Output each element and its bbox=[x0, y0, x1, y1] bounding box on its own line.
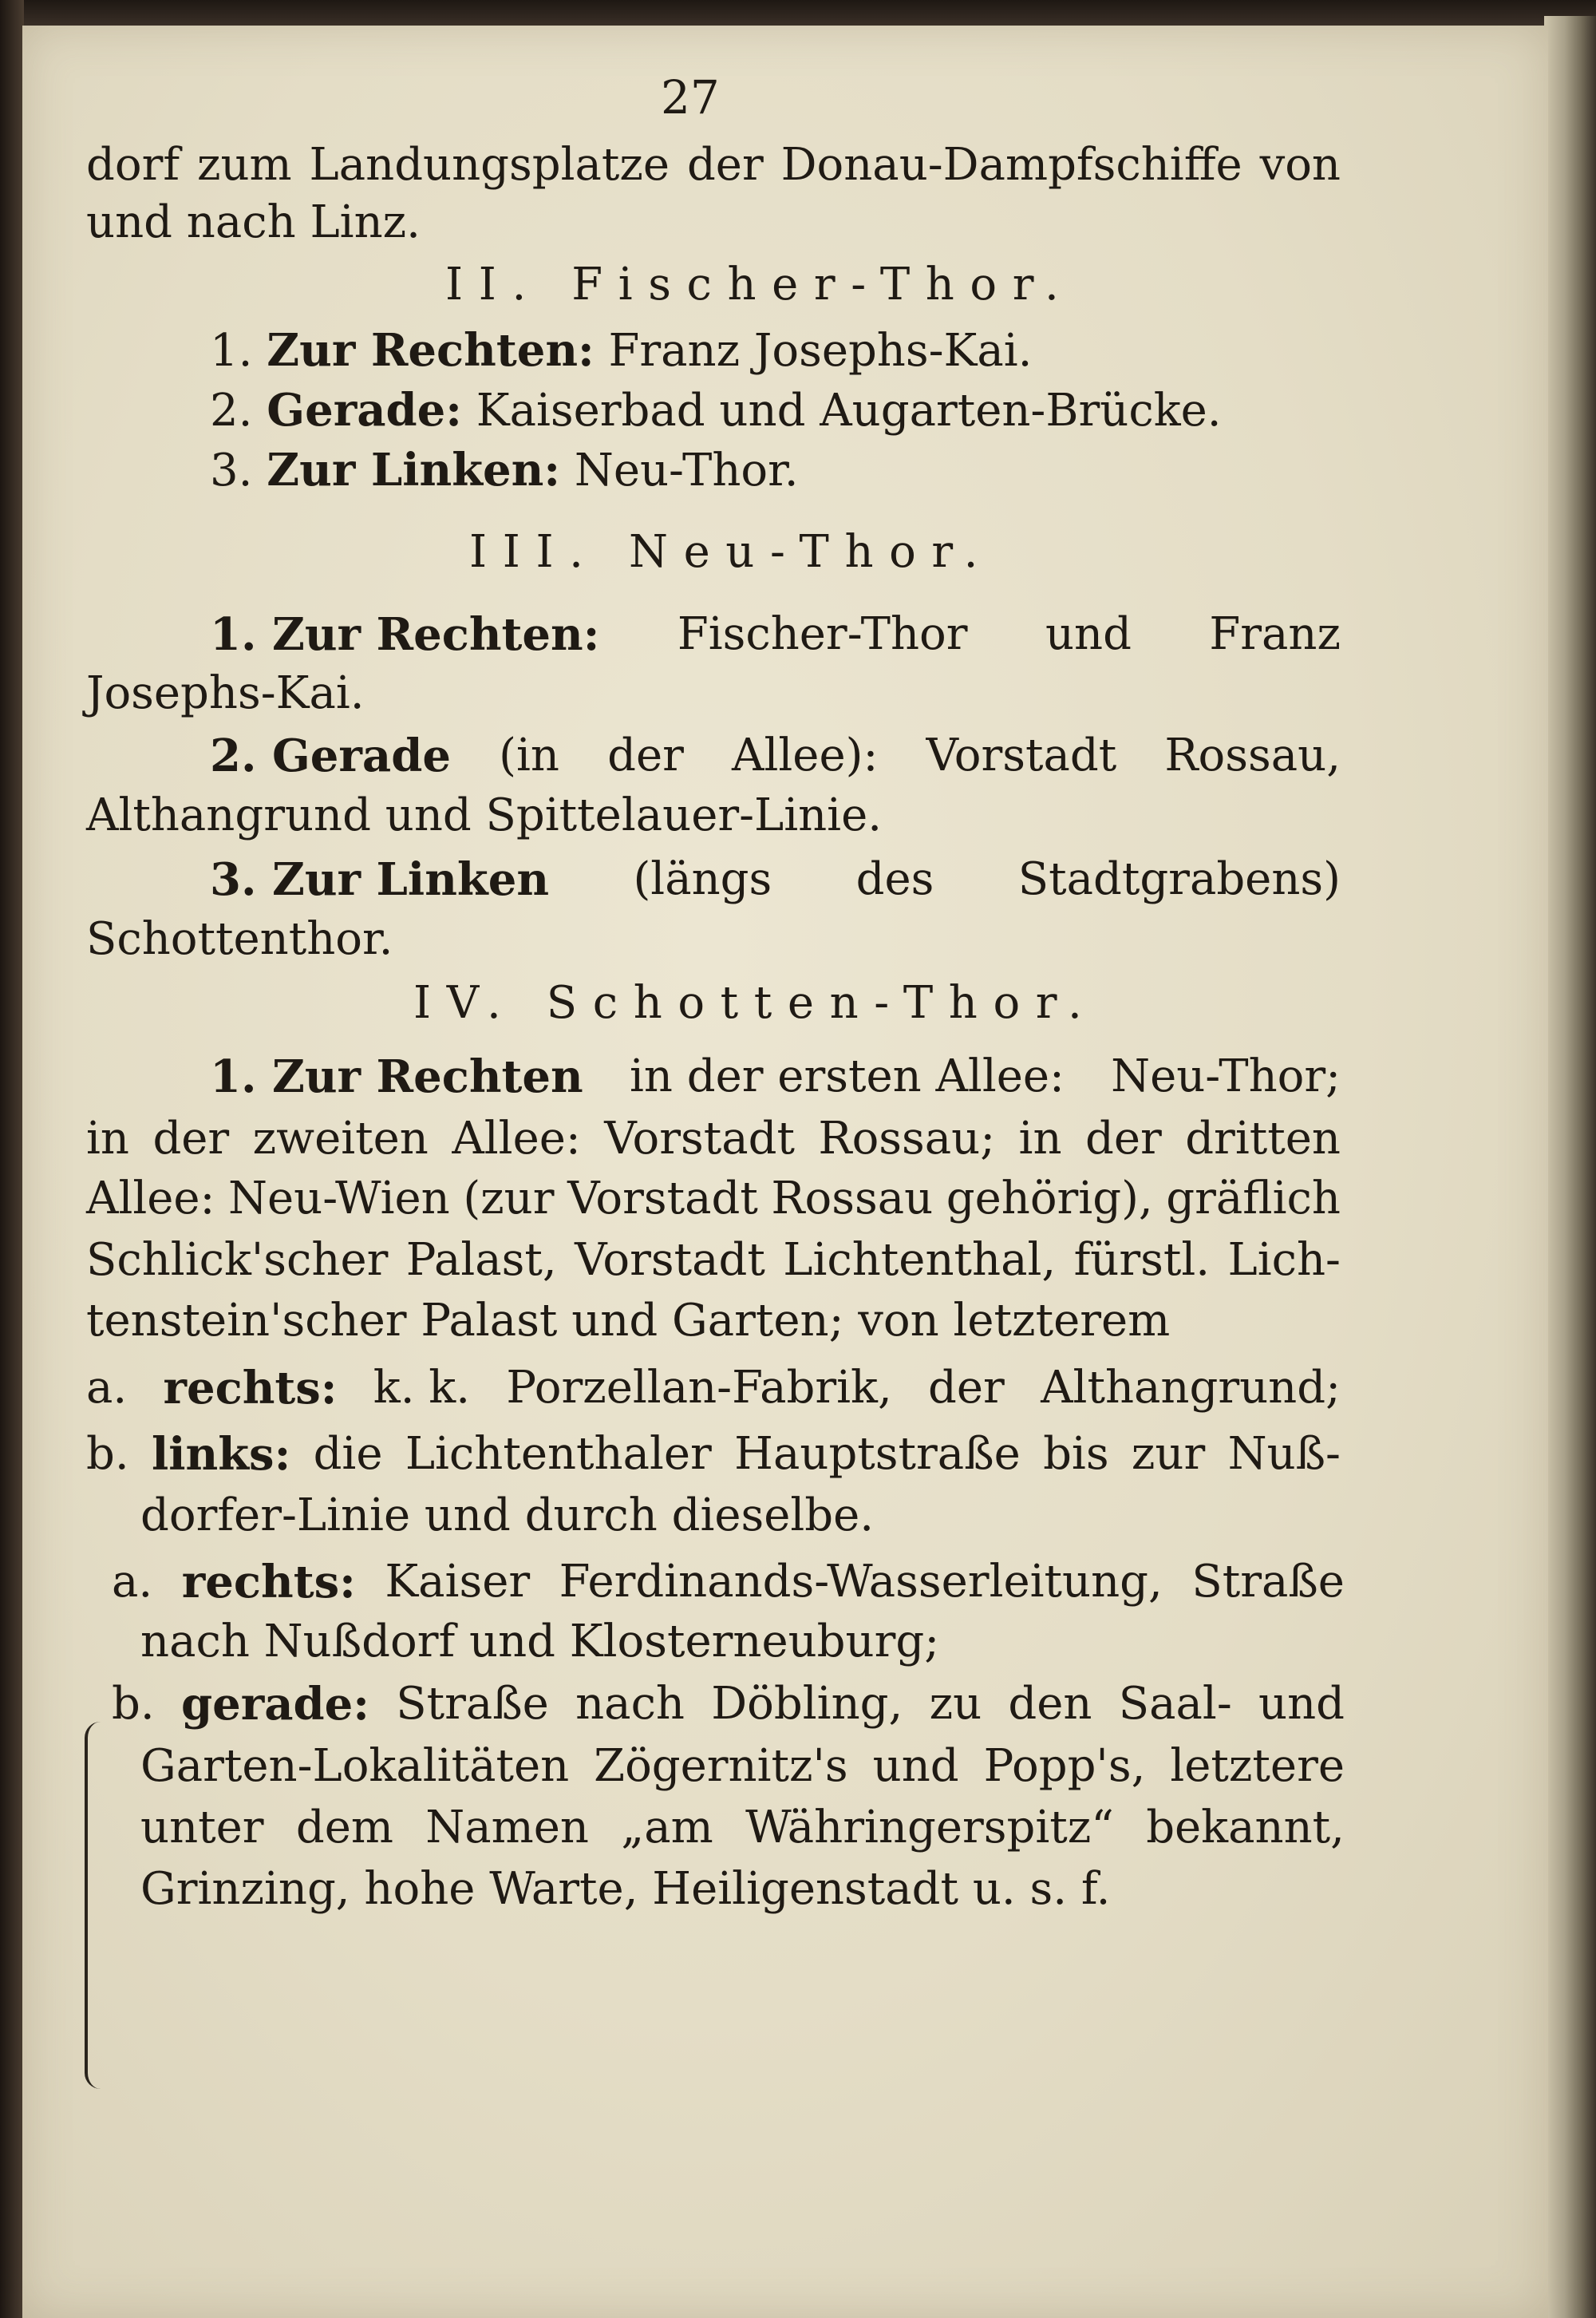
text-line: b. gerade: Straße nach Döbling, zu den Saal- und bbox=[112, 1678, 1345, 1731]
text-line: a. rechts: k. k. Porzellan-Fabrik, der Althangrund; bbox=[86, 1362, 1341, 1414]
text-line: und nach Linz. bbox=[86, 196, 421, 248]
text-line: Grinzing, hohe Warte, Heiligenstadt u. s. f. bbox=[140, 1863, 1111, 1915]
text-line: Schlick'scher Palast, Vorstadt Lichtenthal, fürstl. Lich- bbox=[86, 1234, 1341, 1286]
text-line: b. links: die Lichtenthaler Hauptstraße bis zur Nuß- bbox=[86, 1428, 1341, 1481]
text-line: a. rechts: Kaiser Ferdinands-Wasserleitung, Straße bbox=[112, 1556, 1345, 1608]
book-page bbox=[22, 26, 1548, 2318]
text-line: in der zweiten Allee: Vorstadt Rossau; in der dritten bbox=[86, 1113, 1341, 1165]
text-line: Althangrund und Spittelauer-Linie. bbox=[86, 789, 883, 841]
bracket-mark bbox=[85, 1722, 112, 2089]
section-heading: IV. Schotten-Thor. bbox=[413, 977, 1098, 1029]
text-line: 3. Zur Linken: Neu-Thor. bbox=[210, 444, 799, 496]
text-line: 1. Zur Rechten: Franz Josephs-Kai. bbox=[210, 324, 1033, 377]
page-number: 27 bbox=[661, 70, 720, 125]
text-line: unter dem Namen „am Währingerspitz“ bekannt, bbox=[140, 1802, 1345, 1853]
text-line: 2. Gerade: Kaiserbad und Augarten-Brücke. bbox=[210, 384, 1222, 437]
section-heading: II. Fischer-Thor. bbox=[445, 259, 1075, 311]
text-line: dorfer-Linie und durch dieselbe. bbox=[140, 1489, 875, 1541]
text-line: Schottenthor. bbox=[86, 913, 393, 965]
text-line: 1. Zur Rechten in der ersten Allee: Neu-Thor; bbox=[210, 1050, 1341, 1103]
text-line: dorf zum Landungsplatze der Donau-Dampfschiffe von bbox=[86, 139, 1341, 191]
book-spine-edge bbox=[0, 0, 24, 2318]
text-line: 1. Zur Rechten: Fischer-Thor und Franz bbox=[210, 608, 1341, 661]
book-top-edge bbox=[0, 0, 1596, 27]
page-stack-edge bbox=[1544, 16, 1596, 2318]
text-line: Josephs-Kai. bbox=[86, 667, 365, 719]
text-line: Allee: Neu-Wien (zur Vorstadt Rossau gehörig), gräflich bbox=[86, 1173, 1341, 1224]
text-line: tenstein'scher Palast und Garten; von letzterem bbox=[86, 1295, 1171, 1347]
text-line: 3. Zur Linken (längs des Stadtgrabens) bbox=[210, 853, 1341, 906]
text-line: Garten-Lokalitäten Zögernitz's und Popp's, letztere bbox=[140, 1740, 1345, 1792]
section-heading: III. Neu-Thor. bbox=[469, 526, 994, 578]
text-line: 2. Gerade (in der Allee): Vorstadt Rossau, bbox=[210, 730, 1341, 782]
text-line: nach Nußdorf und Klosterneuburg; bbox=[140, 1616, 940, 1667]
